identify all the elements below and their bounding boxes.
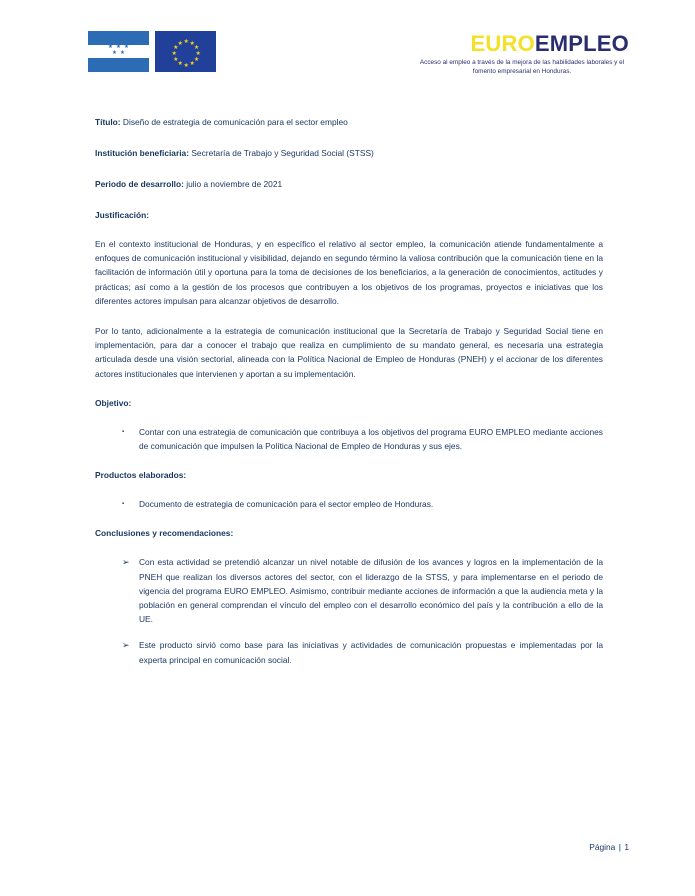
- list-item-text: Con esta actividad se pretendió alcanzar un nivel notable de difusión de los avances y logros en la implementación de la PNEH que realizan los diversos actores del sector, con el liderazgo de la STSS, y para implementarse en el periodo de vigencia del programa EURO EMPLEO. Asimismo, contribuir mediante acciones de información a que la audiencia meta y la población en general comprendan el vínculo del empleo con el desarrollo económico del país y la contribución a ello de la UE.: [139, 557, 603, 625]
- meta-label-titulo: Título:: [95, 117, 121, 127]
- brand-title: [415, 32, 629, 56]
- brand-title-euro: EURO: [470, 31, 535, 56]
- heading-justificacion: Justificación:: [95, 210, 149, 220]
- meta-row-periodo: [95, 178, 603, 190]
- meta-label-periodo: Periodo de desarrollo:: [95, 179, 184, 189]
- meta-value-titulo: Diseño de estrategia de comunicación para el sector empleo: [120, 117, 348, 127]
- heading-objetivo: Objetivo:: [95, 397, 132, 408]
- list-item-text: Contar con una estrategia de comunicación que contribuya a los objetivos del programa EURO EMPLEO mediante acciones de comunicación que impulsen la Política Nacional de Empleo de Honduras y sus ejes.: [139, 426, 603, 452]
- heading-productos: Productos elaborados:: [95, 470, 187, 481]
- meta-value-periodo: julio a noviembre de 2021: [183, 179, 283, 189]
- footer-page-label: Página: [589, 842, 616, 852]
- document-body: [95, 116, 603, 683]
- list-item-text: Este producto sirvió como base para las iniciativas y actividades de comunicación propuestas e implementadas por la experta principal en comunicación social.: [139, 640, 603, 665]
- list-item: [95, 425, 603, 453]
- flags-group: [88, 31, 216, 72]
- footer-separator: |: [618, 842, 621, 852]
- conclusiones-list: [95, 555, 603, 666]
- page-header: [0, 0, 695, 92]
- footer-page-number: 1: [624, 842, 629, 852]
- justificacion-paragraph-2: Por lo tanto, adicionalmente a la estrategia de comunicación institucional que la Secretaría de Trabajo y Seguridad Social tiene en implementación, para dar a conocer el trabajo que realiza en cumplimiento de su mandato general, es necesaria una estrategia articulada desde una visión sectorial, alineada con la Política Nacional de Empleo de Honduras (PNEH) y el accionar de los diferentes actores institucionales que intervienen y aportan a su implementación.: [95, 326, 603, 379]
- flag-stars-group: ★ ★ ★ ★ ★: [108, 43, 129, 56]
- heading-conclusiones: Conclusiones y recomendaciones:: [95, 528, 234, 539]
- flag-band-bottom: [88, 58, 149, 72]
- meta-value-institucion: Secretaría de Trabajo y Seguridad Social (STSS): [189, 148, 374, 158]
- brand-tagline: Acceso al empleo a través de la mejora de las habilidades laborales y el fomento empresarial en Honduras.: [419, 59, 625, 75]
- brand-title-empleo: EMPLEO: [534, 31, 629, 56]
- meta-label-institucion: Institución beneficiaria:: [95, 148, 190, 158]
- list-item: [95, 555, 603, 626]
- meta-row-titulo: [95, 116, 603, 128]
- arrow-bullet-icon: ➢: [122, 556, 130, 567]
- productos-list: [95, 497, 603, 511]
- objetivo-list: [95, 425, 603, 453]
- eu-flag-icon: ★ ★ ★ ★ ★ ★ ★ ★ ★ ★ ★ ★: [155, 31, 216, 72]
- arrow-bullet-icon: ➢: [122, 639, 130, 650]
- list-item: [95, 497, 603, 511]
- page-footer: [0, 842, 695, 852]
- list-item: [95, 638, 603, 666]
- square-bullet-icon: ▪: [122, 501, 125, 508]
- honduras-flag-icon: [88, 31, 149, 72]
- justificacion-paragraph-1: En el contexto institucional de Honduras, y en específico el relativo al sector empleo, la comunicación atiende fundamentalmente a enfoques de comunicación institucional y visibilidad, dejando en segundo término la valiosa contribución que la comunicación tiene en la facilitación de información útil y oportuna para la toma de decisiones de los beneficiarios, a la generación de conocimientos, actitudes y prácticas; así como a la gestión de los procesos que contribuyen a los objetivos de los programas, proyectos e iniciativas que los diferentes actores impulsan para alcanzar objetivos de desarrollo.: [95, 239, 603, 306]
- meta-row-institucion: [95, 147, 603, 159]
- euroempleo-logo: [415, 31, 629, 76]
- square-bullet-icon: ▪: [122, 428, 125, 435]
- flag-band-top: [88, 31, 149, 45]
- list-item-text: Documento de estrategia de comunicación para el sector empleo de Honduras.: [139, 499, 434, 510]
